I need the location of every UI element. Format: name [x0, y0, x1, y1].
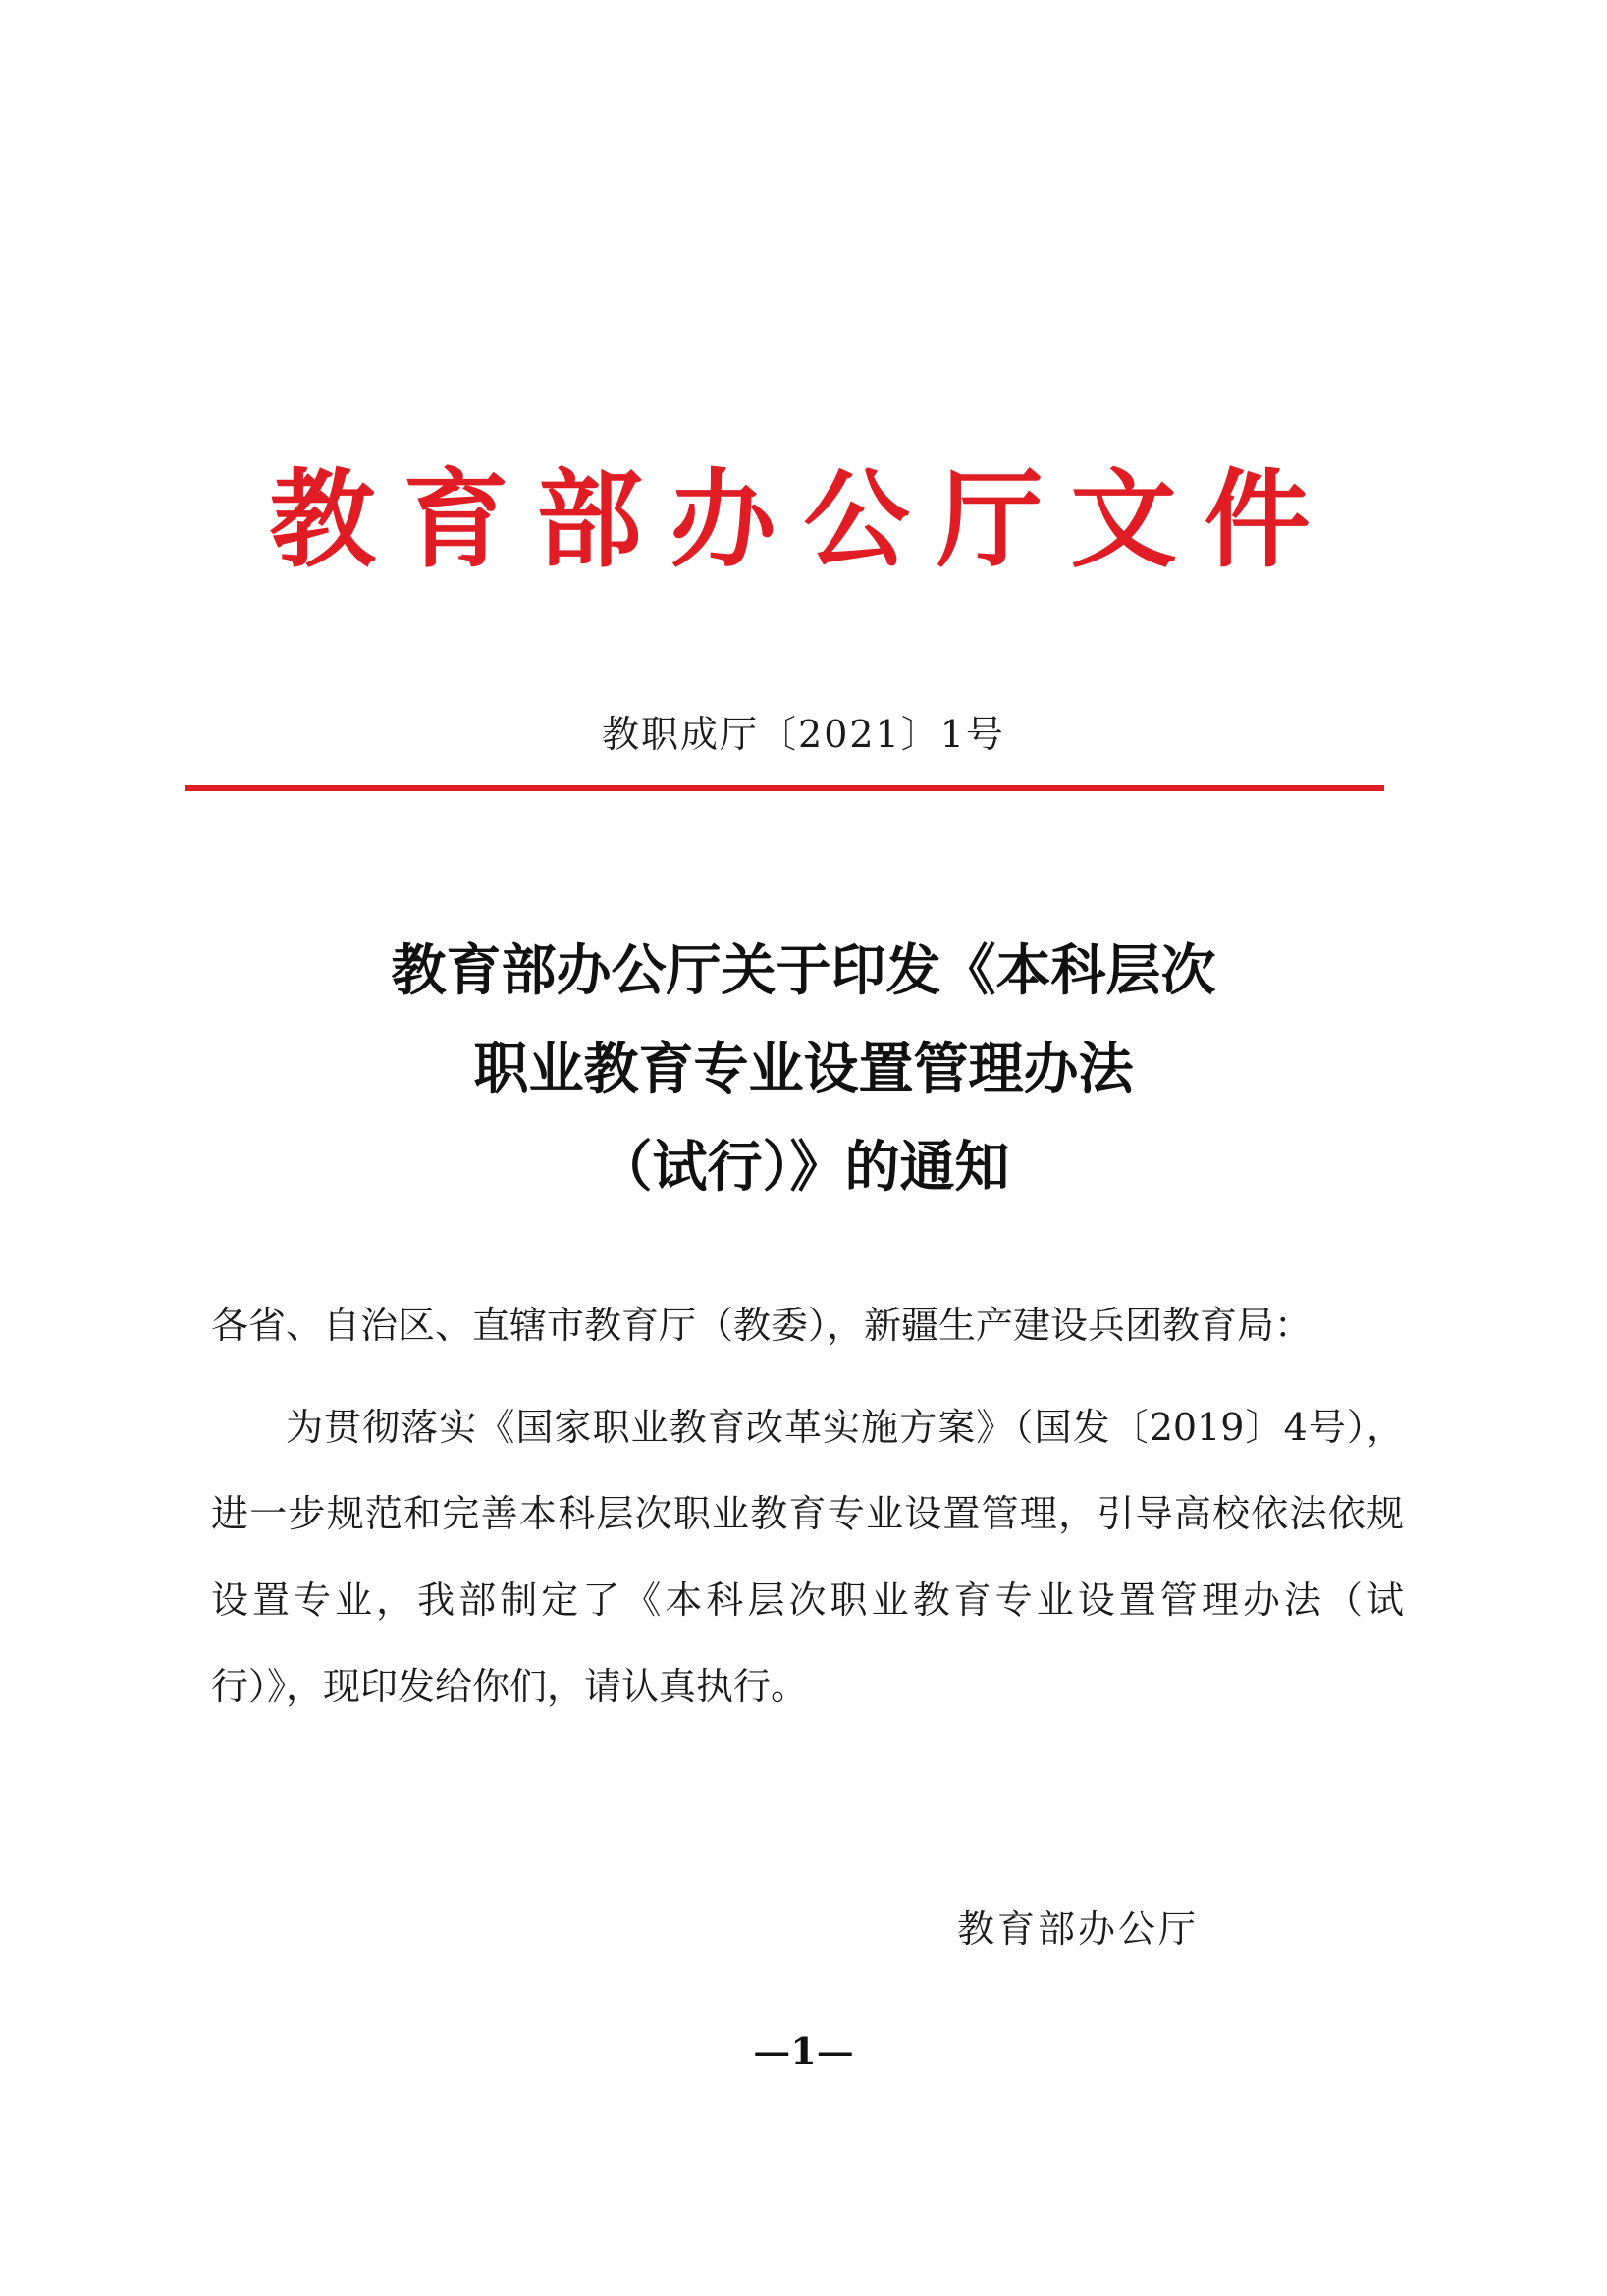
- title-line-3: （试行）》的通知: [597, 1136, 1010, 1200]
- title-line-1: 教育部办公厅关于印发《本科层次: [391, 939, 1216, 1003]
- page-number: —1—: [753, 2029, 854, 2073]
- issuer-signature: 教育部办公厅: [957, 1907, 1200, 1950]
- body-paragraph: 为贯彻落实《国家职业教育改革实施方案》（国发〔2019〕4号），进一步规范和完善本科层次职业教育专业设置管理，引导高校依法依规设置专业，我部制定了《本科层次职业教育专业设置管理办法（试行）》，现印发给你们，请认真执行。: [211, 1406, 1404, 1708]
- red-divider-line: [185, 785, 1384, 791]
- title-line-2: 职业教育专业设置管理办法: [473, 1038, 1134, 1101]
- document-number: 教职成厅〔2021〕1号: [602, 713, 1005, 756]
- agency-header-title: 教育部办公厅文件: [269, 458, 1338, 582]
- document-title: [0, 923, 1607, 1217]
- salutation: 各省、自治区、直辖市教育厅（教委），新疆生产建设兵团教育局：: [211, 1304, 1312, 1347]
